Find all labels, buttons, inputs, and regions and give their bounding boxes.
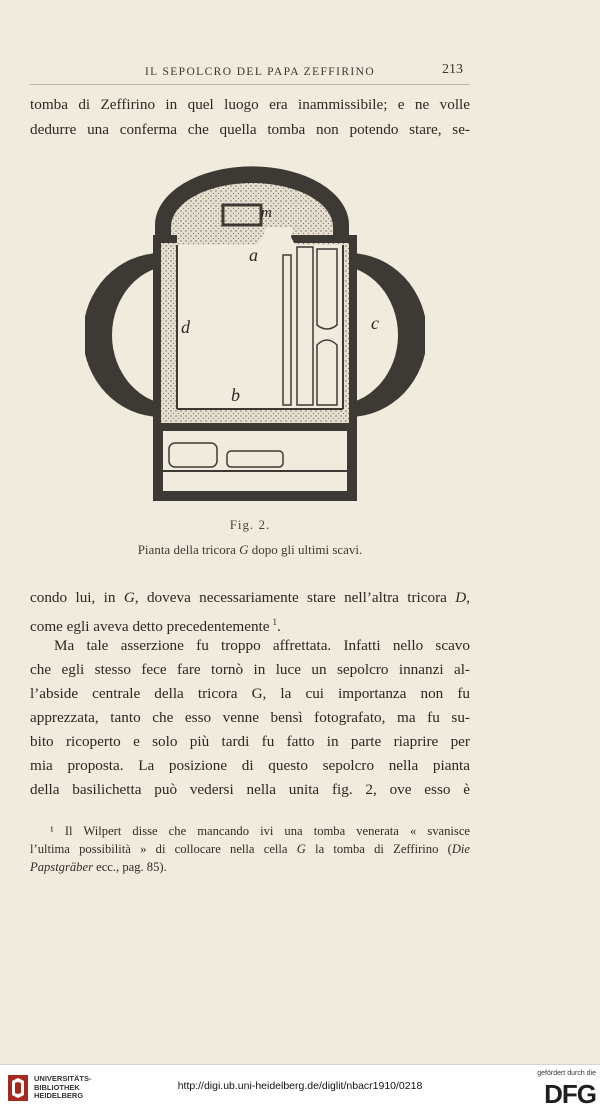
footnote-line-3 [30, 858, 470, 876]
line1-var2: D [455, 589, 467, 606]
plan-label-a: a [249, 245, 258, 265]
fn-line2-var: G [296, 842, 306, 856]
fn-line2-italic: Die [451, 842, 470, 856]
line1-var1: G [123, 589, 135, 606]
running-header [0, 62, 600, 84]
viewer-footer [0, 1064, 600, 1112]
fn-line3-rest: ecc., pag. 85). [92, 860, 167, 874]
floor-plan-figure [85, 165, 425, 510]
intro-line-2: dedurre una conferma che quella tomba non potendo stare, se- [30, 121, 470, 138]
fn-line2-b: la tomba di Zeffirino ( [305, 842, 452, 856]
caption-text-2: dopo gli ultimi scavi. [248, 542, 363, 557]
line1-b: , doveva necessariamente stare nell’altra tricora [134, 589, 456, 606]
paragraph-line-6: mia proposta. La posizione di questo sepolcro nella pianta [30, 757, 470, 774]
paragraph-line-1: Ma tale asserzione fu troppo affrettata. Infatti nello scavo [54, 637, 470, 654]
footnote-line-2 [30, 840, 470, 858]
central-room-floor [177, 227, 343, 409]
page-number: 213 [442, 62, 463, 77]
footnote-ref[interactable]: 1 [272, 617, 278, 627]
after-figure-line-1 [30, 588, 470, 608]
figure-caption [60, 542, 440, 558]
plan-label-c: c [371, 313, 379, 333]
plan-label-d: d [181, 317, 190, 337]
university-library-logo-icon[interactable] [6, 1073, 30, 1103]
running-title: IL SEPOLCRO DEL PAPA ZEFFIRINO [144, 66, 376, 78]
figure-label: Fig. 2. [229, 517, 271, 532]
plan-label-b: b [231, 385, 240, 405]
line2-end: . [277, 618, 281, 635]
fn-line3-italic: Papstgräber [30, 860, 93, 874]
line1-a: condo lui, in [30, 589, 124, 606]
after-figure-line-2 [30, 612, 470, 637]
paragraph-line-7: della basilichetta può vedersi nella unita fig. 2, ove esso è [30, 781, 470, 798]
permalink-url[interactable]: http://digi.ub.uni-heidelberg.de/diglit/nbacr1910/0218 [177, 1080, 423, 1092]
narthex-floor [163, 431, 347, 491]
line1-c: , [466, 589, 470, 606]
paragraph-line-3: l’abside centrale della tricora G, la cui importanza non fu [30, 685, 470, 702]
dfg-logo[interactable]: DFG [544, 1079, 596, 1109]
library-line-1: UNIVERSITÄTS- [34, 1074, 92, 1083]
header-rule [30, 84, 470, 85]
paragraph-line-4: apprezzata, tanto che esso venne bensì fotografato, ma fu su- [30, 709, 470, 726]
paragraph-line-2: che egli stesso fece fare tornò in luce un sepolcro innanzi al- [30, 661, 470, 678]
line2-text: come egli aveva detto precedentemente [30, 618, 270, 635]
plan-label-m: m [261, 205, 272, 221]
footnote-line-1: ¹ Il Wilpert disse che mancando ivi una tomba venerata « svanisce [50, 824, 470, 838]
paragraph-line-5: bito ricoperto e solo più tardi fu fatto in parte riaprire per [30, 733, 470, 750]
library-name[interactable] [34, 1075, 92, 1101]
funding-text: gefördert durch die [537, 1070, 596, 1077]
fn-line2-a: l’ultima possibilità » di collocare nella cella [30, 842, 297, 856]
intro-line-1: tomba di Zeffirino in quel luogo era inammissibile; e ne volle [30, 96, 470, 113]
caption-var: G [239, 542, 249, 557]
caption-text-1: Pianta della tricora [137, 542, 240, 557]
library-line-2: BIBLIOTHEK [34, 1082, 80, 1092]
library-line-3: HEIDELBERG [34, 1091, 84, 1100]
